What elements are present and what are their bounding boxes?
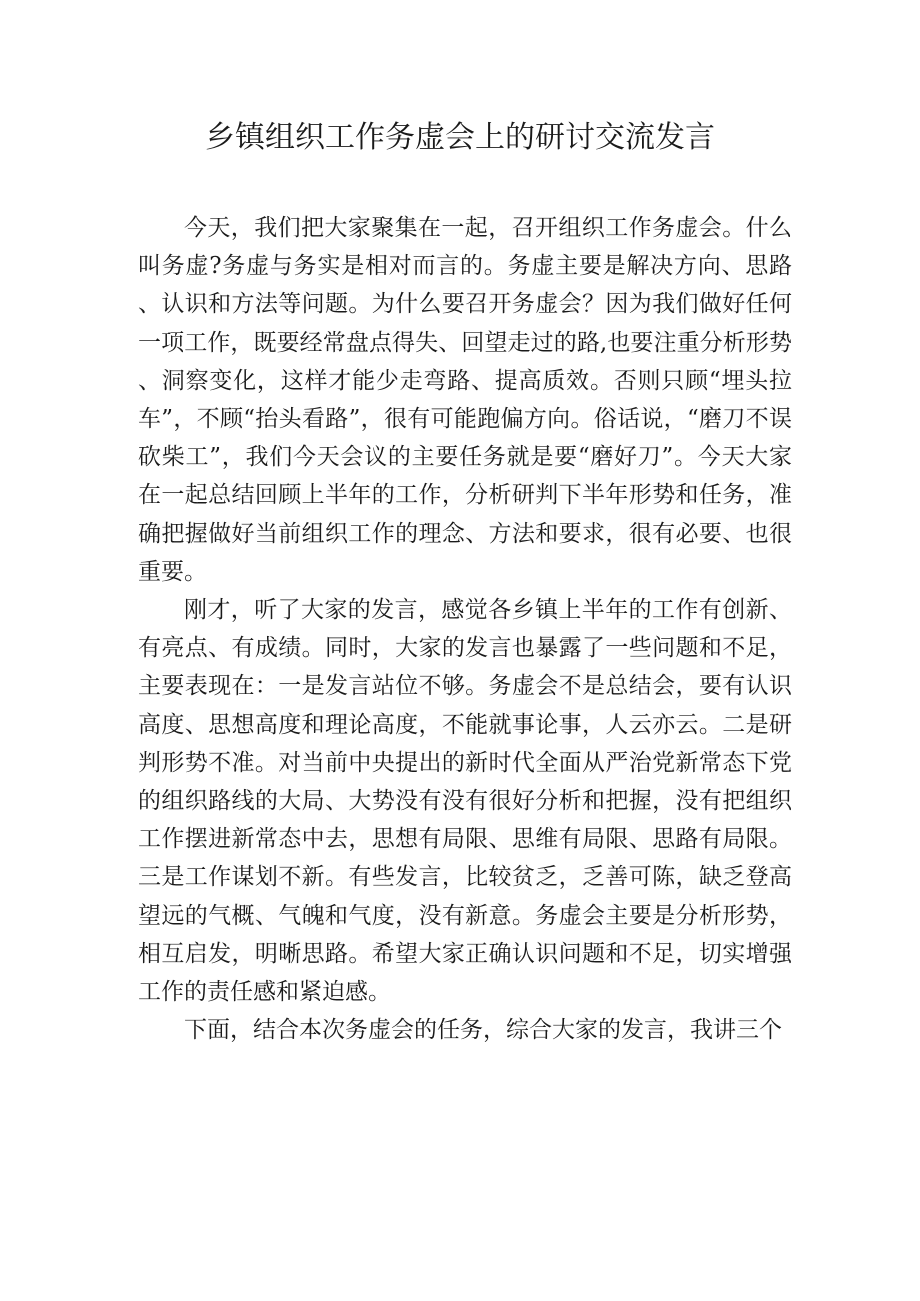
paragraph-1: 今天，我们把大家聚集在一起，召开组织工作务虚会。什么叫务虚?务虚与务实是相对而言的。务虚主要是解决方向、思路、认识和方法等问题。为什么要召开务虚会？因为我们做好任何一项工作，既要经常盘点得失、回望走过的路,也要注重分析形势、洞察变化，这样才能少走弯路、提高质效。否则只顾“埋头拉车”，不顾“抬头看路”，很有可能跑偏方向。俗话说，“磨刀不误砍柴工”，我们今天会议的主要任务就是要“磨好刀”。今天大家在一起总结回顾上半年的工作，分析研判下半年形势和任务，准确把握做好当前组织工作的理念、方法和要求，很有必要、也很重要。 bbox=[138, 215, 792, 585]
paragraph-3: 下面，结合本次务虚会的任务，综合大家的发言，我讲三个 bbox=[184, 1017, 782, 1044]
document-body bbox=[138, 209, 792, 1049]
paragraph-2: 刚才，听了大家的发言，感觉各乡镇上半年的工作有创新、有亮点、有成绩。同时，大家的发言也暴露了一些问题和不足，主要表现在：一是发言站位不够。务虚会不是总结会，要有认识高度、思想高度和理论高度，不能就事论事，人云亦云。二是研判形势不准。对当前中央提出的新时代全面从严治党新常态下党的组织路线的大局、大势没有没有很好分析和把握，没有把组织工作摆进新常态中去，思想有局限、思维有局限、思路有局限。三是工作谋划不新。有些发言，比较贫乏，乏善可陈，缺乏登高望远的气概、气魄和气度，没有新意。务虚会主要是分析形势，相互启发，明晰思路。希望大家正确认识问题和不足，切实增强工作的责任感和紧迫感。 bbox=[138, 597, 792, 1006]
document-title: 乡镇组织工作务虚会上的研讨交流发言 bbox=[205, 120, 715, 155]
